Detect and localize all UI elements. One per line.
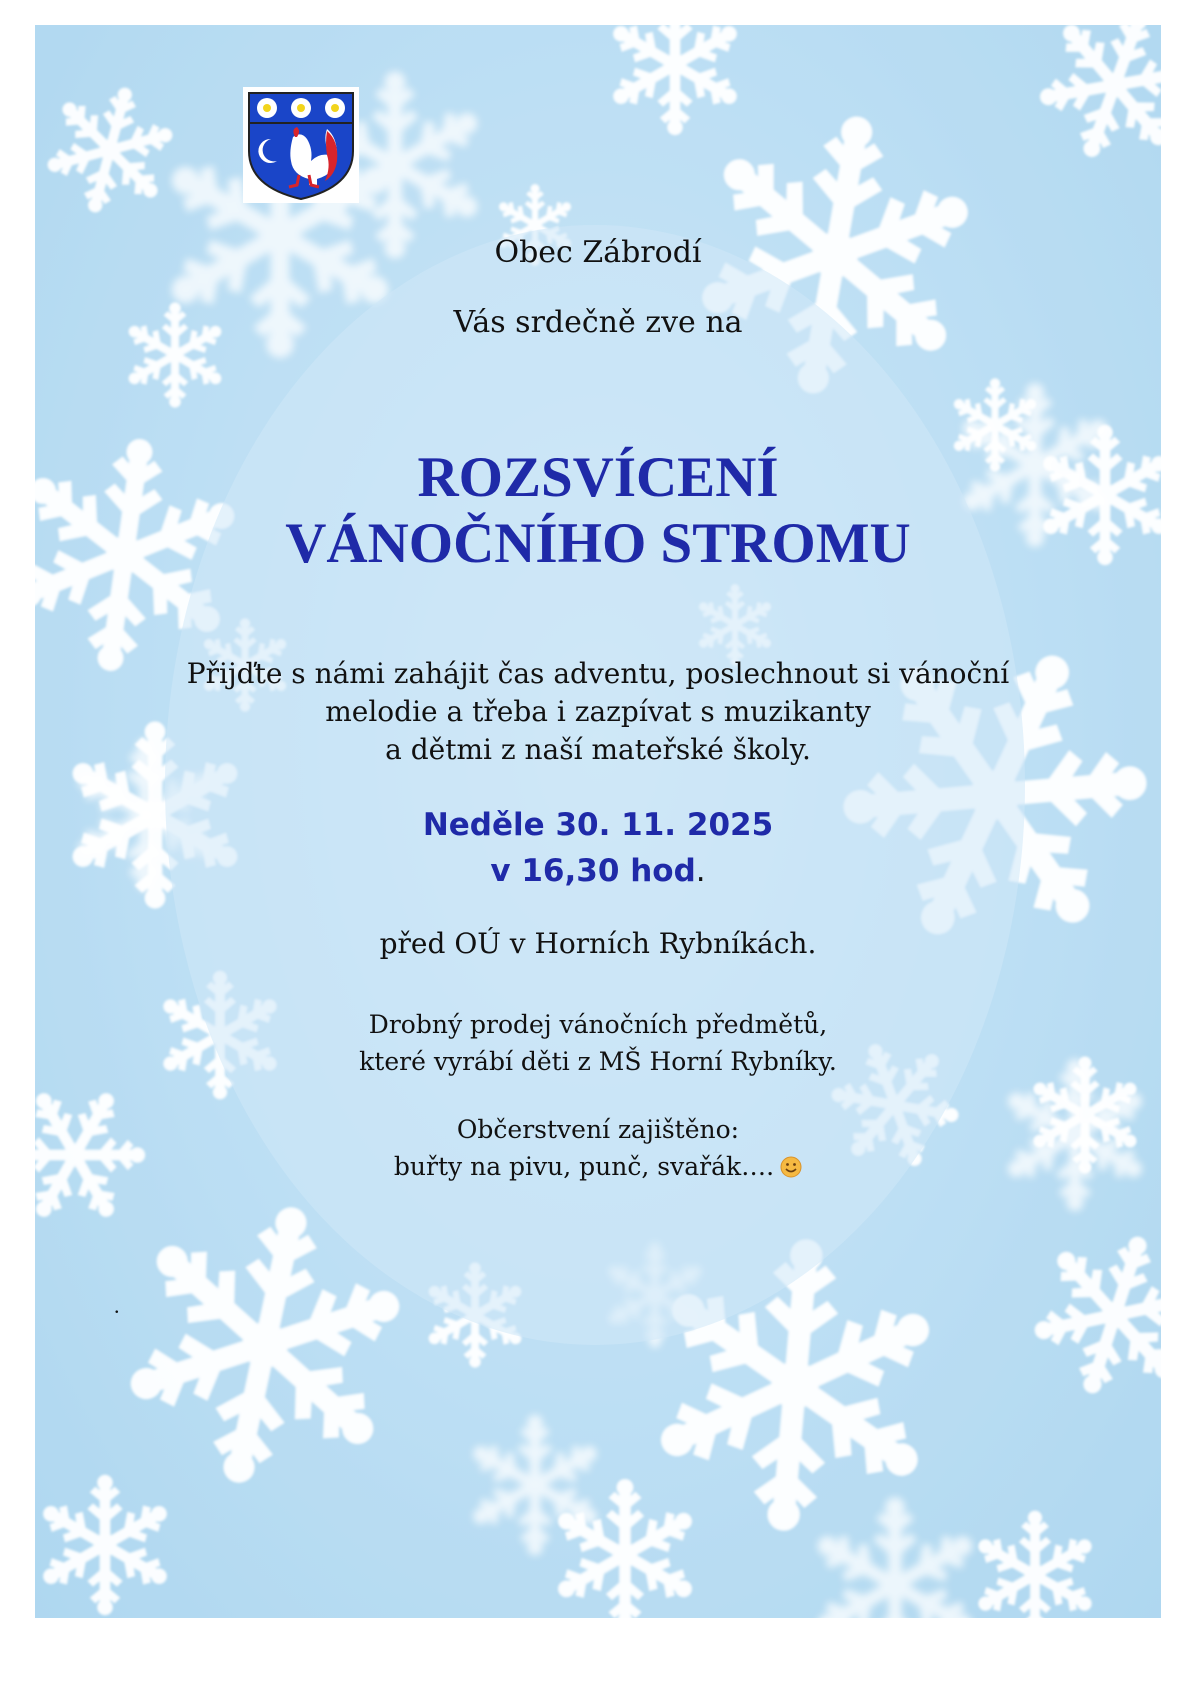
sale-line: které vyrábí děti z MŠ Horní Rybníky.	[359, 1047, 837, 1076]
refreshments-heading: Občerstvení zajištěno:	[456, 1115, 740, 1144]
description-line: Přijďte s námi zahájit čas adventu, poslechnout si vánoční	[186, 657, 1010, 690]
invitation-poster	[35, 25, 1161, 1618]
event-title-line2: VÁNOČNÍHO STROMU	[285, 512, 911, 575]
stray-dot: .	[114, 1293, 120, 1318]
description-line: a dětmi z naší mateřské školy.	[385, 733, 811, 766]
municipality-name: Obec Zábrodí	[494, 235, 702, 270]
event-time-period: .	[695, 853, 706, 889]
event-location: před OÚ v Horních Rybníkách.	[379, 927, 817, 960]
description-line: melodie a třeba i zazpívat s muzikanty	[325, 695, 871, 728]
coat-of-arms-icon	[243, 87, 359, 203]
refreshments-list: buřty na pivu, punč, svařák….	[393, 1152, 775, 1181]
sale-info	[35, 1006, 1161, 1080]
event-title-line1: ROZSVÍCENÍ	[417, 446, 779, 509]
event-date: Neděle 30. 11. 2025	[422, 807, 774, 843]
invitation-line: Vás srdečně zve na	[453, 305, 743, 340]
sale-line: Drobný prodej vánočních předmětů,	[368, 1010, 828, 1039]
smiley-face-icon	[780, 1151, 802, 1173]
event-description	[35, 655, 1161, 769]
event-time-text: v 16,30 hod	[490, 853, 696, 889]
refreshments-list-row	[35, 1148, 1161, 1185]
refreshments-info	[35, 1111, 1161, 1185]
event-time	[35, 853, 1161, 889]
